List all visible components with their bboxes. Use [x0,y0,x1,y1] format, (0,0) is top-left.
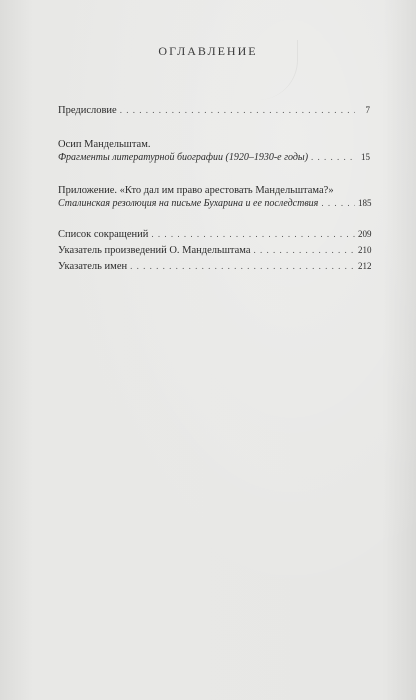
toc-entry-heading: Приложение. «Кто дал им право арестовать Мандельштама?» [58,185,334,196]
toc-page-number: 209 [358,229,372,239]
leader-dots [120,104,355,117]
toc-entry-works-index [58,244,370,257]
leader-dots [151,228,355,241]
toc-entry-label: Список сокращений [58,229,149,240]
leader-dots [311,151,355,164]
toc-entry-label: Указатель имен [58,261,128,272]
toc-entry-heading: Осип Мандельштам. [58,139,151,150]
leader-dots [130,260,355,273]
toc-entry-label: Указатель произведений О. Мандельштама [58,245,251,256]
toc-entry-names-index [58,260,370,273]
leader-dots [254,244,355,257]
toc-entry-label: Предисловие [58,105,117,116]
page-title: ОГЛАВЛЕНИЕ [158,44,258,58]
toc-entry-appendix [58,184,370,210]
toc-page-number: 7 [365,105,370,115]
toc-entry-subtitle: Сталинская резолюция на письме Бухарина и ее последствия [58,198,319,209]
toc-page-number: 15 [361,152,370,162]
toc-entry-subtitle: Фрагменты литературной биографии (1920–1930-е годы) [58,152,309,163]
toc-page-number: 210 [358,245,372,255]
toc-entry-biography [58,138,370,164]
toc-page-number: 212 [358,261,372,271]
toc-entry-preface [58,104,370,117]
toc-page-number: 185 [358,198,372,208]
toc-entry-abbreviations [58,228,370,241]
leader-dots [321,197,355,210]
